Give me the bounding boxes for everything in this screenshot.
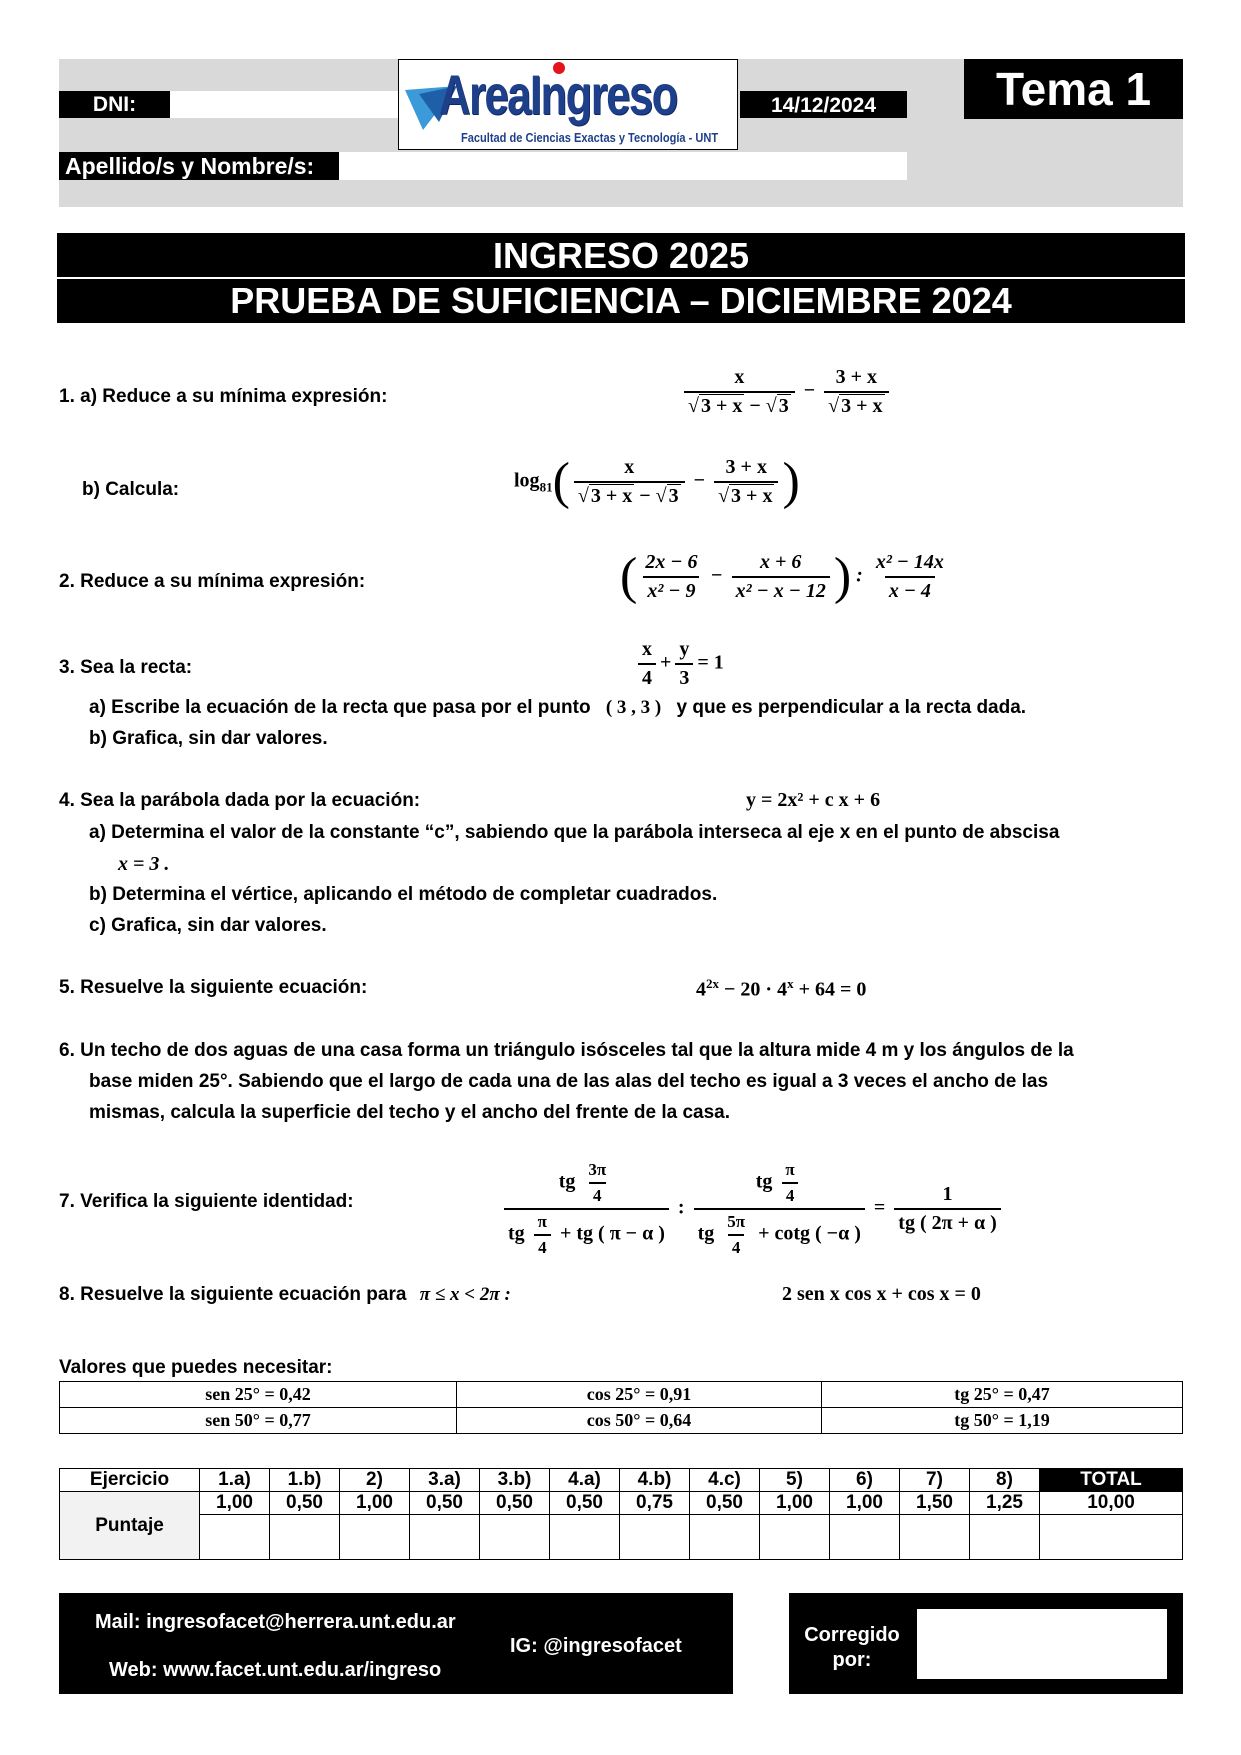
q8-label: 8. Resuelve la siguiente ecuación para (59, 1284, 407, 1305)
name-label: Apellido/s y Nombre/s: (59, 152, 339, 180)
exam-date: 14/12/2024 (740, 91, 907, 118)
score-item: 1.a) (200, 1469, 270, 1492)
q7-identity: tg $\frac{3\pi}{4}$ tg $\frac{\pi}{4}$ + tg ( π − α ) : tg $\frac{\pi}{4}$ tg $\frac{5\pi}{4}$ + cotg ( −α ) = $\frac{1}{tg ( 2\pi + \alpha )}$ (500, 1160, 1005, 1258)
q2-expression: ( $\frac{2x - 6}{\text{x² − 9}}$ − $\frac{x + 6}{\text{x² − x − 12}}$ ) : $\frac{\text{x² − 14x}}{x - 4}$ (620, 548, 944, 605)
q4c-label: c) Grafica, sin dar valores. (89, 915, 327, 936)
q8-line (59, 1284, 511, 1306)
score-item: 1.b) (270, 1469, 340, 1492)
score-item: 7) (900, 1469, 970, 1492)
contact-box (59, 1593, 733, 1694)
q4-equation: y = 2x² + c x + 6 (746, 789, 881, 811)
q4a-x: x = 3 . (118, 853, 170, 875)
score-item: 8) (970, 1469, 1040, 1492)
score-entry-cell[interactable] (760, 1515, 830, 1560)
tema-label: Tema 1 (964, 59, 1183, 119)
score-entry-cell[interactable] (690, 1515, 760, 1560)
contact-mail: Mail: ingresofacet@herrera.unt.edu.ar (95, 1611, 456, 1633)
score-points: 0,50 (410, 1492, 480, 1515)
q3a-text-post: y que es perpendicular a la recta dada. (676, 697, 1027, 718)
score-points: 1,00 (340, 1492, 410, 1515)
score-entry-cell[interactable] (270, 1515, 340, 1560)
score-item: 4.a) (550, 1469, 620, 1492)
values-cell: cos 25° = 0,91 (457, 1382, 822, 1408)
title-line2: PRUEBA DE SUFICIENCIA – DICIEMBRE 2024 (230, 280, 1012, 321)
score-entry-cell[interactable] (620, 1515, 690, 1560)
values-cell: sen 25° = 0,42 (60, 1382, 457, 1408)
score-points-row (60, 1492, 1183, 1515)
title-line1: INGRESO 2025 (492, 235, 750, 276)
score-entry-cell[interactable] (550, 1515, 620, 1560)
ejercicio-label: Ejercicio (60, 1469, 200, 1492)
q3a-line (89, 697, 1026, 719)
score-points: 0,50 (550, 1492, 620, 1515)
corrected-label: Corregido por: (804, 1624, 900, 1671)
q3a-text: a) Escribe la ecuación de la recta que pasa por el punto (89, 697, 591, 718)
q8-equation: 2 sen x cos x + cos x = 0 (782, 1283, 981, 1305)
q6-line2: base miden 25°. Sabiendo que el largo de cada una de las alas del techo es igual a 3 veces el ancho de las (89, 1071, 1049, 1092)
score-item: 3.b) (480, 1469, 550, 1492)
q7-label: 7. Verifica la siguiente identidad: (59, 1191, 354, 1212)
values-row (60, 1408, 1183, 1434)
values-table (59, 1381, 1183, 1434)
values-cell: tg 50° = 1,19 (822, 1408, 1183, 1434)
score-entry-cell[interactable] (900, 1515, 970, 1560)
corrected-field[interactable] (917, 1609, 1167, 1679)
score-entry-cell[interactable] (340, 1515, 410, 1560)
score-item: 3.a) (410, 1469, 480, 1492)
q4b-label: b) Determina el vértice, aplicando el método de completar cuadrados. (89, 884, 718, 905)
q3-expression: $\frac{x}{4}$ + $\frac{y}{3}$ = 1 (634, 638, 724, 690)
score-item: 2) (340, 1469, 410, 1492)
score-item: 6) (830, 1469, 900, 1492)
name-field[interactable] (339, 152, 907, 180)
score-points: 0,50 (690, 1492, 760, 1515)
title-divider (57, 277, 1185, 279)
score-points: 1,00 (830, 1492, 900, 1515)
values-row (60, 1382, 1183, 1408)
score-points: 0,75 (620, 1492, 690, 1515)
total-label: TOTAL (1040, 1469, 1183, 1492)
score-points: 0,50 (480, 1492, 550, 1515)
q3a-point: ( 3 , 3 ) (605, 697, 662, 718)
score-entry-cell[interactable] (830, 1515, 900, 1560)
total-entry-cell[interactable] (1040, 1515, 1183, 1560)
q2-label: 2. Reduce a su mínima expresión: (59, 571, 366, 592)
logo (398, 59, 738, 150)
score-item: 4.c) (690, 1469, 760, 1492)
q1a-expression: $\frac{x}{√ 3 + x - √ 3}$ − $\frac{3 + x}{√ 3 + x}$ (680, 366, 893, 418)
q1b-label: b) Calcula: (82, 479, 180, 500)
q4-label: 4. Sea la parábola dada por la ecuación: (59, 790, 421, 811)
score-entry-cell[interactable] (410, 1515, 480, 1560)
q1b-expression: $\log_{81}$( $\frac{x}{√ 3 + x - √ 3}$ − $\frac{3 + x}{√ 3 + x}$ ) (514, 453, 800, 510)
score-entry-cell[interactable] (200, 1515, 270, 1560)
contact-web: Web: www.facet.unt.edu.ar/ingreso (109, 1659, 442, 1681)
values-cell: cos 50° = 0,64 (457, 1408, 822, 1434)
q1a-label: 1. a) Reduce a su mínima expresión: (59, 386, 388, 407)
score-points: 1,00 (200, 1492, 270, 1515)
score-points: 1,50 (900, 1492, 970, 1515)
values-cell: tg 25° = 0,47 (822, 1382, 1183, 1408)
score-item: 4.b) (620, 1469, 690, 1492)
logo-text: AreaIngreso (439, 63, 677, 126)
score-entry-cell[interactable] (480, 1515, 550, 1560)
contact-ig: IG: @ingresofacet (510, 1635, 682, 1657)
puntaje-label: Puntaje (60, 1492, 200, 1560)
q8-range: π ≤ x < 2π : (419, 1284, 511, 1305)
score-table (59, 1468, 1183, 1560)
q5-label: 5. Resuelve la siguiente ecuación: (59, 977, 368, 998)
score-header-row (60, 1469, 1183, 1492)
values-cell: sen 50° = 0,77 (60, 1408, 457, 1434)
dni-field[interactable] (170, 91, 398, 118)
q6-line1: 6. Un techo de dos aguas de una casa forma un triángulo isósceles tal que la altura mide 4 m y los ángulos de la (59, 1040, 1074, 1061)
q3-label: 3. Sea la recta: (59, 657, 193, 678)
dni-label: DNI: (59, 91, 170, 118)
q5-equation: $4^{2x} - 20 \cdot 4^x + 64 = 0$ (696, 976, 867, 1001)
logo-subtitle: Facultad de Ciencias Exactas y Tecnología - UNT (461, 130, 719, 145)
score-entry-row (60, 1515, 1183, 1560)
score-points: 0,50 (270, 1492, 340, 1515)
q6-line3: mismas, calcula la superficie del techo y el ancho del frente de la casa. (89, 1102, 730, 1123)
q3b-label: b) Grafica, sin dar valores. (89, 728, 328, 749)
score-entry-cell[interactable] (970, 1515, 1040, 1560)
total-points: 10,00 (1040, 1492, 1183, 1515)
values-label: Valores que puedes necesitar: (59, 1357, 333, 1378)
score-item: 5) (760, 1469, 830, 1492)
score-points: 1,25 (970, 1492, 1040, 1515)
corrected-box (789, 1593, 1183, 1694)
q4a-label: a) Determina el valor de la constante “c”, sabiendo que la parábola interseca al eje x en el punto de abscisa (89, 822, 1060, 843)
score-points: 1,00 (760, 1492, 830, 1515)
